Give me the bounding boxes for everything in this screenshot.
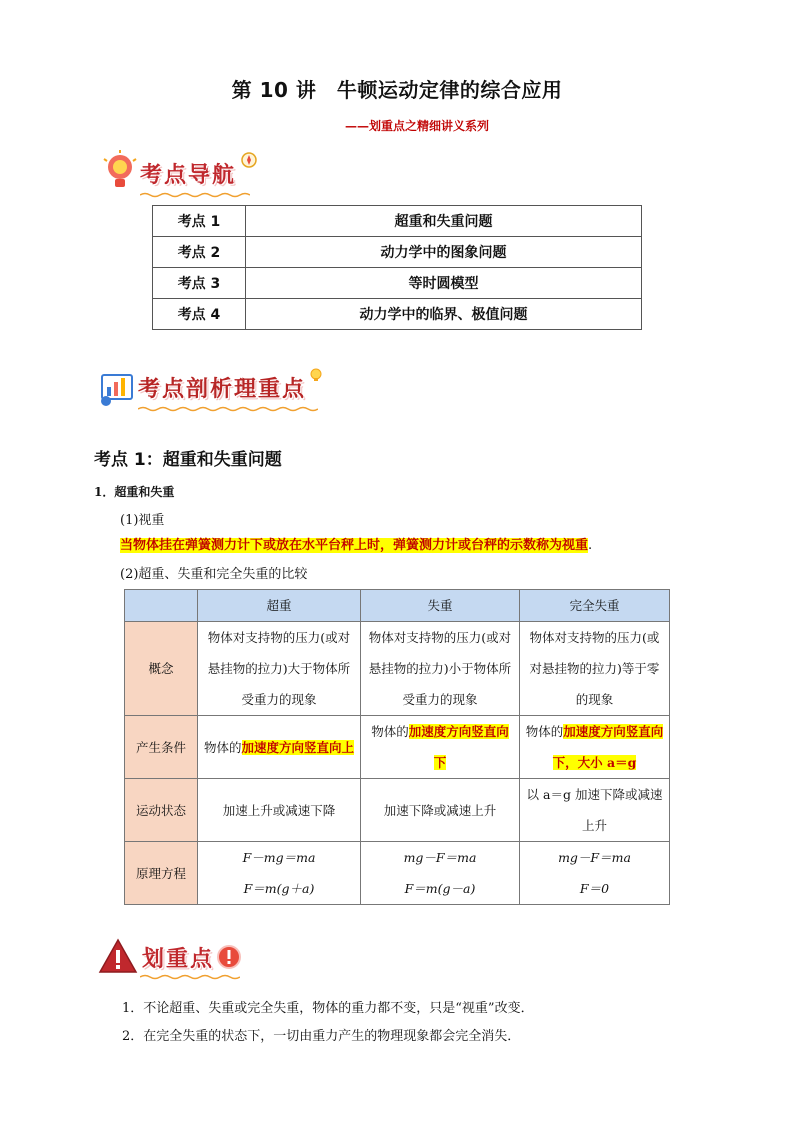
nav-value: 动力学中的临界、极值问题 — [246, 299, 642, 330]
definition-period: . — [588, 538, 593, 553]
header-weightless: 完全失重 — [520, 590, 670, 622]
note-item: 1．不论超重、失重或完全失重，物体的重力都不变，只是“视重”改变． — [122, 1001, 534, 1016]
nav-key: 考点 1 — [153, 206, 246, 237]
condition-prefix: 物体的 — [525, 724, 564, 739]
equation-underweight — [361, 842, 520, 905]
equation-weightless — [520, 842, 670, 905]
compass-icon — [240, 151, 258, 169]
condition-weightless — [520, 716, 670, 779]
nav-value: 等时圆模型 — [246, 268, 642, 299]
analysis-chart-icon — [98, 365, 138, 409]
row-condition — [125, 716, 670, 779]
nav-banner — [100, 148, 258, 198]
item-apparent-weight: (1)视重 — [120, 513, 165, 528]
key-points-underline — [140, 974, 240, 980]
nav-row — [153, 237, 642, 268]
equation-line: F＝m(g－a) — [404, 881, 476, 896]
equation-line: F＝m(g＋a) — [243, 881, 315, 896]
apparent-weight-definition — [120, 534, 592, 553]
row-label: 概念 — [125, 622, 198, 716]
lightbulb-icon — [100, 149, 140, 197]
header-underweight: 失重 — [361, 590, 520, 622]
nav-key: 考点 2 — [153, 237, 246, 268]
nav-value: 动力学中的图象问题 — [246, 237, 642, 268]
nav-value: 超重和失重问题 — [246, 206, 642, 237]
definition-highlight: 当物体挂在弹簧测力计下或放在水平台秤上时，弹簧测力计或台秤的示数称为视重 — [120, 538, 589, 553]
row-concept — [125, 622, 670, 716]
header-overweight: 超重 — [198, 590, 361, 622]
section-heading: 考点 1：超重和失重问题 — [94, 450, 282, 470]
nav-key: 考点 3 — [153, 268, 246, 299]
row-label: 原理方程 — [125, 842, 198, 905]
comparison-table — [124, 589, 670, 905]
equation-overweight — [198, 842, 361, 905]
condition-prefix: 物体的 — [203, 739, 242, 755]
nav-banner-title: 考点导航 — [140, 162, 237, 188]
equation-line: F＝0 — [579, 881, 610, 896]
row-label: 运动状态 — [125, 779, 198, 842]
key-points-title: 划重点 — [142, 946, 215, 972]
comparison-header-row — [125, 590, 670, 622]
page-subtitle: ——划重点之精细讲义系列 — [344, 119, 489, 133]
condition-prefix: 物体的 — [371, 724, 409, 739]
analysis-banner — [98, 362, 324, 412]
equation-line: F－mg＝ma — [242, 850, 316, 865]
condition-highlight: 加速度方向竖直向下 — [408, 724, 509, 770]
motion-weightless: 以 a＝g 加速下降或减速上升 — [520, 779, 670, 842]
row-motion — [125, 779, 670, 842]
key-points-banner — [98, 935, 242, 979]
nav-row — [153, 268, 642, 299]
analysis-banner-underline — [138, 406, 318, 412]
row-equation — [125, 842, 670, 905]
nav-key: 考点 4 — [153, 299, 246, 330]
condition-highlight: 加速度方向竖直向上 — [241, 739, 355, 755]
concept-underweight: 物体对支持物的压力(或对悬挂物的拉力)小于物体所受重力的现象 — [361, 622, 520, 716]
analysis-banner-title: 考点剖析理重点 — [138, 376, 307, 402]
condition-overweight — [198, 716, 361, 779]
concept-weightless: 物体对支持物的压力(或对悬挂物的拉力)等于零的现象 — [520, 622, 670, 716]
condition-highlight: 加速度方向竖直向下，大小 a＝g — [552, 724, 664, 770]
exclamation-circle-icon — [216, 944, 242, 970]
equation-line: mg－F＝ma — [558, 850, 631, 865]
small-lightbulb-icon — [308, 367, 324, 383]
equation-line: mg－F＝ma — [403, 850, 477, 865]
nav-banner-underline — [140, 192, 250, 198]
header-empty — [125, 590, 198, 622]
note-item: 2．在完全失重的状态下，一切由重力产生的物理现象都会完全消失． — [122, 1029, 521, 1044]
motion-underweight: 加速下降或减速上升 — [361, 779, 520, 842]
motion-overweight: 加速上升或减速下降 — [198, 779, 361, 842]
item-comparison: (2)超重、失重和完全失重的比较 — [120, 567, 308, 582]
page-title: 第 10 讲 牛顿运动定律的综合应用 — [231, 78, 563, 102]
concept-overweight: 物体对支持物的压力(或对悬挂物的拉力)大于物体所受重力的现象 — [198, 622, 361, 716]
nav-row — [153, 299, 642, 330]
nav-row — [153, 206, 642, 237]
topic-nav-table — [152, 205, 642, 330]
condition-underweight — [361, 716, 520, 779]
row-label: 产生条件 — [125, 716, 198, 779]
warning-icon — [98, 938, 138, 976]
subsection-heading: 1．超重和失重 — [94, 485, 175, 499]
